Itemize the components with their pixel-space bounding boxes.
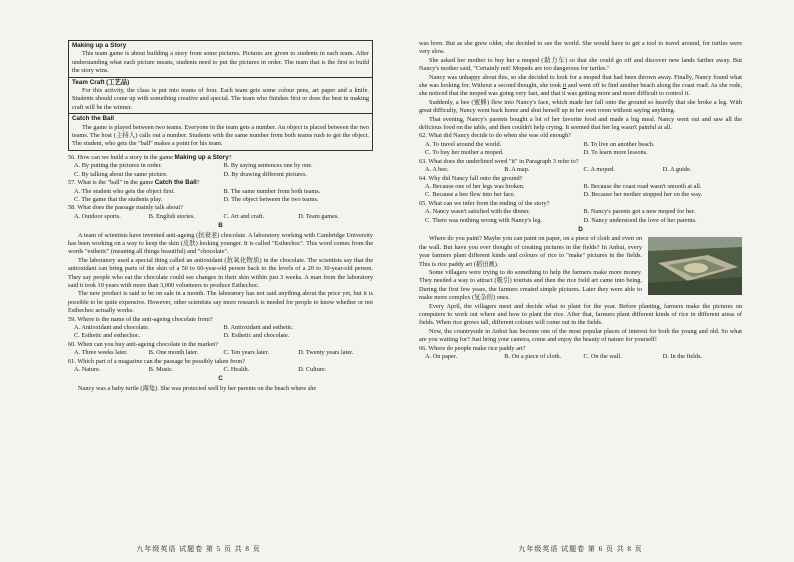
options-61 xyxy=(68,366,373,374)
option: A. Outdoor sports. xyxy=(74,212,121,220)
option: D. Nancy understood the love of her parents. xyxy=(583,216,697,224)
page-footer: 九年级英语 试题卷 第 6 页 共 8 页 xyxy=(518,545,643,553)
option: C. The game that the students play. xyxy=(74,195,163,203)
options-58 xyxy=(68,213,373,221)
option: A. A bee. xyxy=(425,166,449,174)
right-column xyxy=(419,40,742,361)
box-text: This team game is about building a story from some pictures. Pictures are given to students in each team. After understanding what each picture means, students need to put the pictures in order. The team that is the first to build the story wins. xyxy=(72,50,369,75)
box-heading: Making up a Story xyxy=(72,42,127,49)
passage-d-paragraph: Now, the countryside in Anhui has become one of the most popular places of interest for both the young and old. So what are you waiting for? Just bring your camera, come and enjoy the beauty of nature for yourself! xyxy=(419,327,742,344)
option: B. By saying sentences one by one. xyxy=(223,162,313,170)
option: C. Health. xyxy=(223,366,250,374)
question-text: ? xyxy=(196,179,200,187)
section-d-heading: D xyxy=(578,225,583,233)
option: B. Because the coast road wasn't smooth at all. xyxy=(583,182,702,190)
question-60: 60. When can you buy anti-ageing chocolate in the market? xyxy=(68,340,218,348)
option: D. By drawing different pictures. xyxy=(223,170,307,178)
options-57 xyxy=(68,188,373,205)
option: B. To live on another beach. xyxy=(583,140,655,148)
option: C. Art and craft. xyxy=(223,212,265,220)
question-59: 59. Where is the name of the anti-ageing chocolate from? xyxy=(68,315,213,323)
option: D. In the fields. xyxy=(662,353,703,361)
option: D. The object between the two teams. xyxy=(223,195,319,203)
right-page xyxy=(397,0,794,562)
box-text: The game is played between two teams. Everyone in the team gets a number. An object is placed between the two teams. The host (主持人) calls out a number. Students with the same number from both teams rush to get the object. The student, who gets the "ball" makes a point for his team. xyxy=(72,123,369,148)
passage-d-paragraph: Where do you paint? Maybe you can paint on paper, on a piece of cloth and even on the wall. But have you ever thought of creating pictures in the fields? In Anhui, every year farmers plant different kinds and colours of rice to "make" pictures in the fields. This is rice paddy art (稻田画). xyxy=(419,235,642,268)
question-66: 66. Where do people make rice paddy art? xyxy=(419,344,526,352)
passage-d-paragraph: Every April, the villagers meet and decide what to plant for the year. Before planting, farmers make the pictures on computers to work out where and how to plant the rice. After that, farmers plant different kinds of rice in different areas of fields. When rice grows tall, different colours will come out in the fields. xyxy=(419,302,742,327)
left-column xyxy=(68,40,373,393)
passage-d-paragraph: Some villagers were trying to do something to help the farmers make more money. They needed a way to attract (吸引) tourists and then the rice field art came into being. During the first few years, the farmers created simple pictures. Later they were able to make more complex (复杂的) ones. xyxy=(419,268,642,302)
option: C. On the wall. xyxy=(583,353,622,361)
box-heading: Team Craft (工艺品) xyxy=(72,78,130,86)
option: B. Nancy's parents got a new moped for her. xyxy=(583,208,696,216)
underlined-word: it xyxy=(562,82,567,90)
option: B. The same number from both teams. xyxy=(223,187,321,195)
options-66 xyxy=(419,353,742,361)
option: A. Three weeks later. xyxy=(74,349,128,357)
option: D. Esthetic and chocolate. xyxy=(223,332,290,340)
option: C. By talking about the same picture. xyxy=(74,170,168,178)
passage-text: Nancy was unhappy about this, so she decided to look for a moped that had been thrown away. Finally, Nancy found what she was looking for. Without a second thought, she took xyxy=(419,73,742,90)
box-section-craft xyxy=(69,77,372,114)
passage-c-paragraph: was born. But as she grew older, she decided to see the world. She would have to get a tool to travel around, for turtles were very slow. xyxy=(419,40,742,56)
question-bold: Making up a Story xyxy=(174,153,229,161)
option: A. Antioxidant and chocolate. xyxy=(74,324,150,331)
options-56 xyxy=(68,162,373,179)
box-section-ball xyxy=(69,113,372,150)
option: C. Ten years later. xyxy=(223,349,269,357)
option: D. Team games. xyxy=(298,212,339,220)
box-section-story xyxy=(69,41,372,77)
option: A. Nancy wasn't satisfied with the dinner. xyxy=(425,208,531,216)
option: C. Esthetic and esthechoc. xyxy=(74,332,141,340)
activities-box xyxy=(68,40,373,151)
option: D. Twenty years later. xyxy=(298,349,354,357)
page-footer: 九年级英语 试题卷 第 5 页 共 8 页 xyxy=(136,545,261,553)
passage-text: and went off to find another beach along the coast road. As she rode, she noticed that the moped was going very fast, and that it was getting more and more difficult to control it. xyxy=(419,82,742,98)
passage-c-paragraph: That evening, Nancy's parents bought a lot of her favorite food and made a big meal. Nancy went out and saw all the delicious food on the table, and then couldn't help crying. It seemed that her leg wasn't painful at all. xyxy=(419,115,742,132)
option: A. Nature. xyxy=(74,366,101,374)
passage-c-start: Nancy was a baby turtle (海龟). She was protected well by her parents on the beach where she xyxy=(78,384,317,392)
box-heading: Catch the Ball xyxy=(72,115,114,123)
options-65 xyxy=(419,208,742,225)
option: B. Antioxidant and esthetic. xyxy=(223,324,294,331)
rice-paddy-photo xyxy=(648,237,742,295)
option: A. The student who gets the object first. xyxy=(74,187,175,195)
option: B. Music. xyxy=(148,366,174,374)
passage-b-paragraph: The new product is said to be on sale in a month. The laboratory has not said anything about the price yet, but it is possible to be quite expensive. However, other scientists say more research is needed for people to know whether or not Esthechoc actually works. xyxy=(68,290,373,315)
section-c-heading: C xyxy=(218,375,223,383)
question-62: 62. What did Nancy decide to do when she was old enough? xyxy=(419,132,572,140)
option: B. One month later. xyxy=(148,349,199,357)
passage-c-paragraph: Suddenly, a bee (蜜蜂) flew into Nancy's face, which made her fall onto the ground so heavily that she broke a leg. With great difficulty, Nancy went back home and shut herself up in her own room without saying anything. xyxy=(419,98,742,115)
options-59 xyxy=(68,324,373,341)
option: C. Because a bee flew into her face. xyxy=(425,191,516,199)
box-text: For this activity, the class is put into teams of four. Each team gets some colour pens, art paper and a knife. Students should come up with something creative and special. The team who finishes first or does the best in making craft will be the winner. xyxy=(72,87,369,111)
option: A. To travel around the world. xyxy=(425,140,502,148)
question-64: 64. Why did Nancy fall onto the ground? xyxy=(419,174,523,182)
rice-paddy-image xyxy=(648,237,742,295)
section-b-heading: B xyxy=(218,222,223,230)
options-62 xyxy=(419,141,742,158)
option: C. There was nothing wrong with Nancy's leg. xyxy=(425,216,542,224)
option: D. Because her mother stopped her on the way. xyxy=(583,191,703,199)
question-65: 65. What can we infer from the ending of the story? xyxy=(419,199,550,207)
passage-b-paragraph: The laboratory used a special thing called an antioxidant (抗氧化物质) in the chocolate. The scientists say that the antioxidant can bring parts of the skin of a 50 to 60-year-old person back to the levels of a 20 to 30-year-old person. They say people who eat the chocolate could see changes in their skin within just 3 weeks. A man from the laboratory said it took 10 years with more than 3,000 volunteers to produce Esthechoc. xyxy=(68,256,373,289)
option: C. A moped. xyxy=(583,166,615,174)
question-58: 58. What does the passage mainly talk about? xyxy=(68,204,183,212)
option: C. To buy her mother a moped. xyxy=(425,149,504,157)
question-text: 57. What is the "ball" in the game xyxy=(68,179,155,187)
option: B. A map. xyxy=(504,166,530,174)
option: D. Culture. xyxy=(298,366,327,374)
option: D. A guide. xyxy=(662,166,692,174)
passage-b-paragraph: A team of scientists have invented anti-ageing (抗衰老) chocolate. A laboratory working with Cambridge University has been working on a way to keep the skin (皮肤) looking younger. It is called "Esthechoc". This word comes from the words "esthetic" (meaning all things beautiful) and "chocolate". xyxy=(68,231,373,256)
question-bold: Catch the Ball xyxy=(154,179,197,187)
question-61: 61. Which part of a magazine can the passage be possibly taken from? xyxy=(68,357,246,365)
option: A. On paper. xyxy=(425,353,458,361)
question-63: 63. What does the underlined word "it" in Paragraph 3 refer to? xyxy=(419,157,579,165)
option: A. By putting the pictures in order. xyxy=(74,162,162,170)
question-56 xyxy=(68,154,373,162)
options-64 xyxy=(419,183,742,200)
options-63 xyxy=(419,166,742,174)
option: B. On a piece of cloth. xyxy=(504,353,562,361)
passage-c-paragraph: She asked her mother to buy her a moped (助力车) so that she could go off and discover new lands farther away. But Nancy's mother said, "Certainly not! Mopeds are too dangerous for turtles." xyxy=(419,56,742,73)
question-text: ? xyxy=(228,153,232,161)
option: D. To learn more lessons. xyxy=(583,149,648,157)
question-text: 56. How can we build a story in the game xyxy=(68,153,175,161)
options-60 xyxy=(68,349,373,357)
option: A. Because one of her legs was broken. xyxy=(425,182,525,190)
question-57 xyxy=(68,179,373,187)
passage-c-paragraph-3 xyxy=(419,74,742,99)
option: B. English stories. xyxy=(148,212,195,220)
